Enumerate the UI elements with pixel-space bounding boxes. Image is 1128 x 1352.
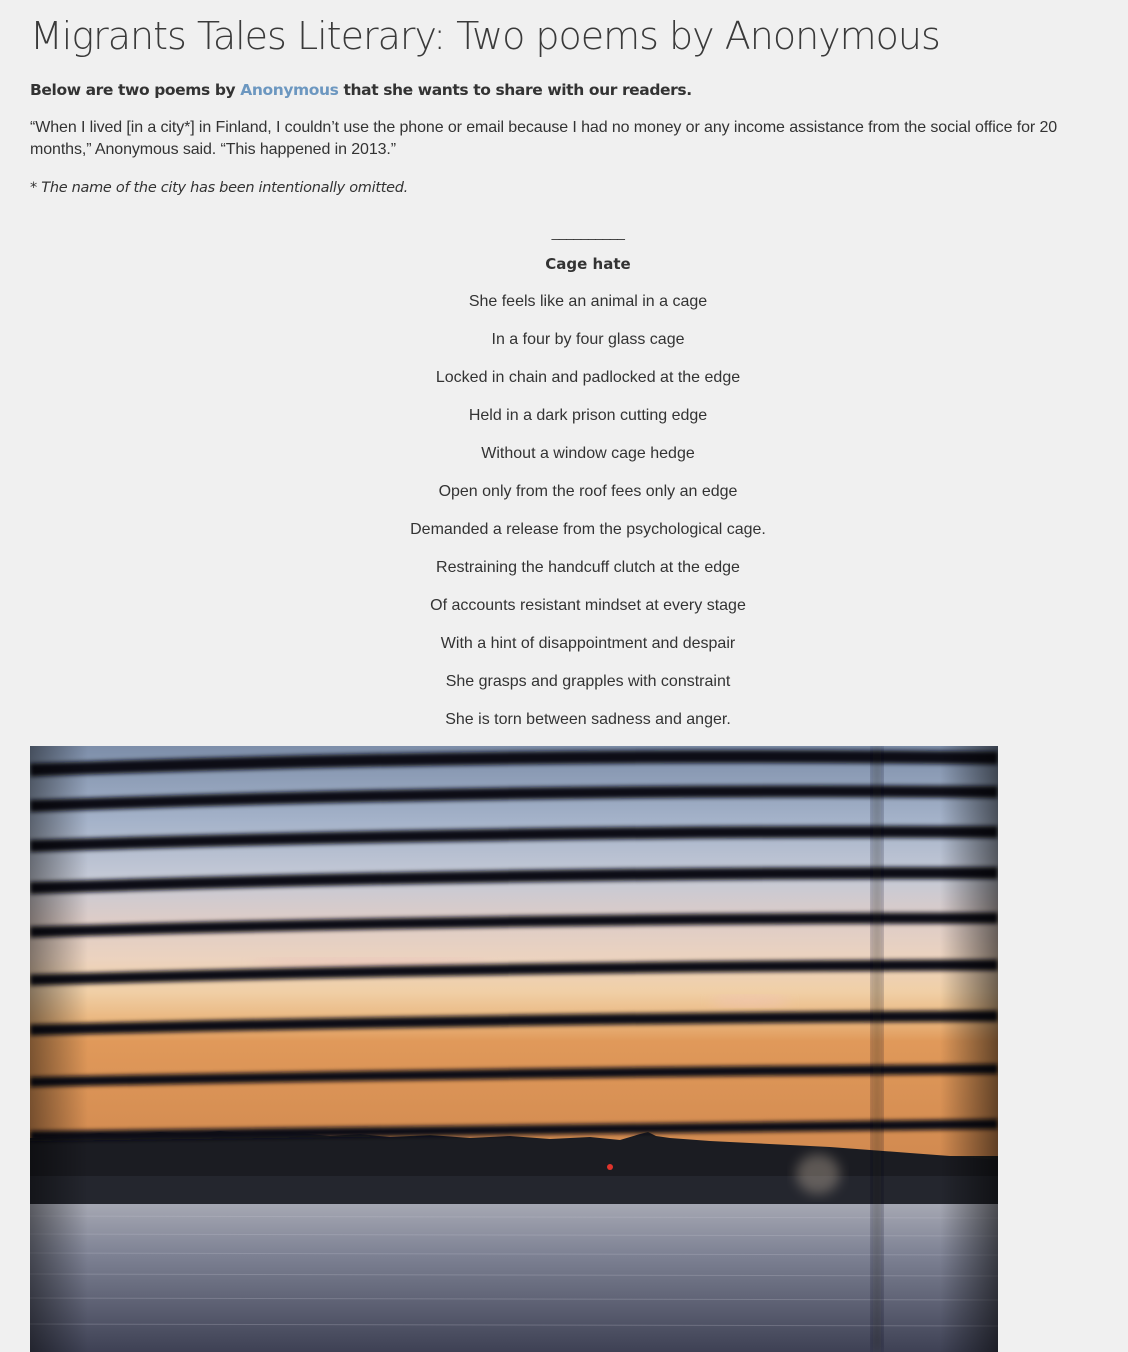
poem-separator: __________: [551, 224, 625, 240]
poem-line: She feels like an animal in a cage: [468, 293, 708, 310]
page-title: Migrants Tales Literary: Two poems by Anonymous: [30, 14, 940, 58]
poem-cage-hate: [0, 220, 1128, 746]
author-link[interactable]: Anonymous: [240, 81, 339, 99]
poem-title: Cage hate: [545, 255, 631, 273]
poem-line: In a four by four glass cage: [491, 331, 685, 348]
intro-paragraph: [30, 79, 692, 101]
author-quote: “When I lived [in a city*] in Finland, I couldn’t use the phone or email because I had no money or any income assistance from the social office for 20 months,” Anonymous said. “This happened in 2013.”: [30, 119, 1058, 158]
city-note: * The name of the city has been intentionally omitted.: [30, 180, 408, 196]
poem-line: Demanded a release from the psychological cage.: [410, 521, 766, 538]
poem-line: Without a window cage hedge: [481, 445, 695, 462]
poem-line: She grasps and grapples with constraint: [445, 673, 731, 690]
poem-line: She is torn between sadness and anger.: [445, 711, 731, 728]
poem-line: With a hint of disappointment and despair: [440, 635, 736, 652]
poem-line: Held in a dark prison cutting edge: [468, 407, 708, 424]
intro-suffix: that she wants to share with our readers.: [338, 81, 692, 99]
intro-prefix: Below are two poems by: [30, 81, 241, 99]
poem-line: Locked in chain and padlocked at the edge: [435, 369, 741, 386]
poem-line: Of accounts resistant mindset at every stage: [430, 597, 746, 614]
poem-line: Open only from the roof fees only an edge: [438, 483, 738, 500]
photo-illustration: [30, 746, 998, 1352]
poem-line: Restraining the handcuff clutch at the edge: [436, 559, 740, 576]
sunset-through-blinds-photo: [30, 746, 998, 1352]
